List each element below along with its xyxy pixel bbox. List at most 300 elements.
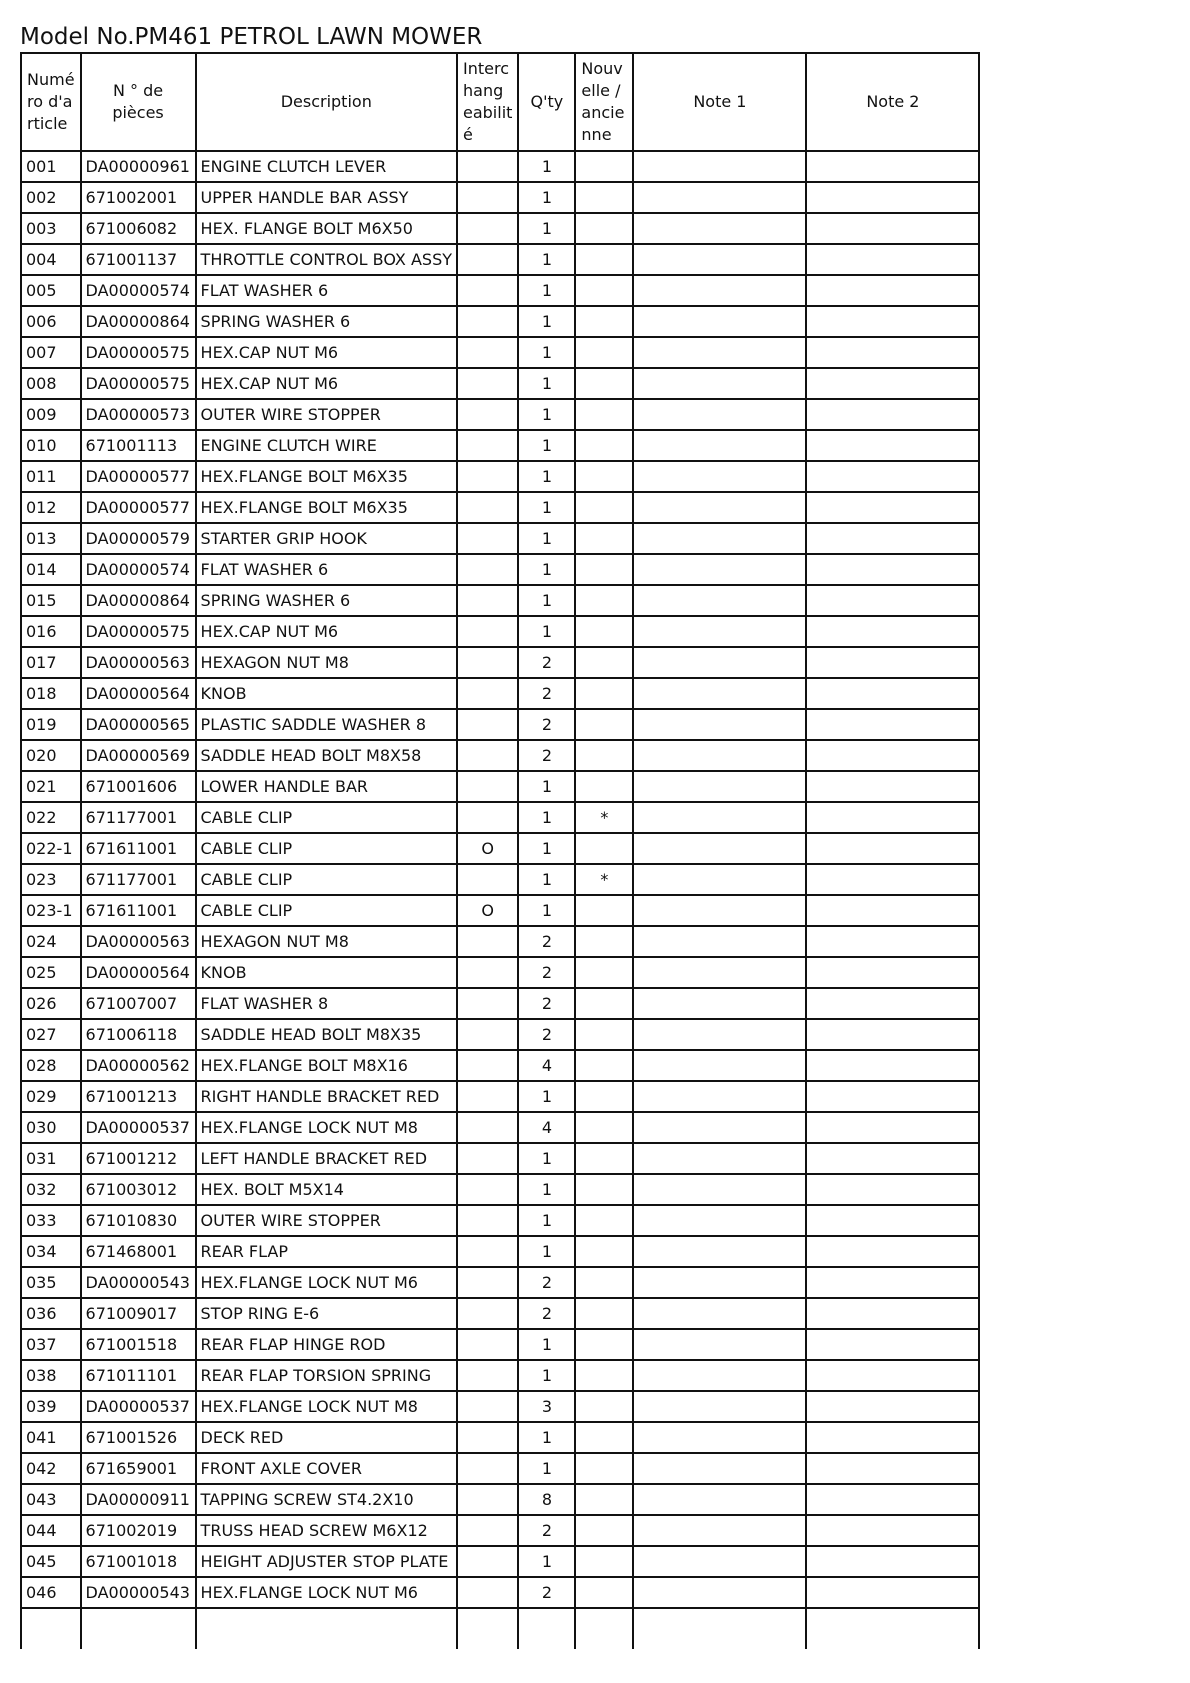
cell-part-no: 671659001 — [81, 1453, 196, 1484]
cell-item-no: 023 — [21, 864, 81, 895]
cell-note-2 — [806, 1081, 979, 1112]
cell-note-1 — [633, 740, 806, 771]
cell-part-no: DA00000575 — [81, 368, 196, 399]
cell-item-no: 022 — [21, 802, 81, 833]
cell-new-old — [575, 616, 633, 647]
cell-new-old — [575, 399, 633, 430]
cell-note-1 — [633, 1143, 806, 1174]
cell-note-2 — [806, 1143, 979, 1174]
cell-interchangeability — [457, 802, 518, 833]
cell-new-old — [575, 895, 633, 926]
table-row — [21, 182, 979, 213]
cell-note-2 — [806, 182, 979, 213]
cell-interchangeability — [457, 1143, 518, 1174]
cell-note-1 — [633, 399, 806, 430]
cell-note-2 — [806, 554, 979, 585]
cell-item-no: 004 — [21, 244, 81, 275]
cell-qty: 1 — [518, 461, 575, 492]
cell-interchangeability — [457, 182, 518, 213]
table-row — [21, 1515, 979, 1546]
cell-description: THROTTLE CONTROL BOX ASSY — [196, 244, 457, 275]
cell-note-2 — [806, 1391, 979, 1422]
cell-new-old — [575, 647, 633, 678]
table-row — [21, 1081, 979, 1112]
cell-description: HEX.FLANGE BOLT M6X35 — [196, 492, 457, 523]
cell-new-old — [575, 988, 633, 1019]
cell-qty: 4 — [518, 1112, 575, 1143]
cell-note-2 — [806, 1577, 979, 1608]
cell-note-1 — [633, 1081, 806, 1112]
cell-part-no: 671177001 — [81, 802, 196, 833]
cell-item-no: 022-1 — [21, 833, 81, 864]
cell-new-old: * — [575, 864, 633, 895]
cell-item-no: 045 — [21, 1546, 81, 1577]
cell-interchangeability — [457, 1360, 518, 1391]
table-row — [21, 1112, 979, 1143]
cell-note-1 — [633, 306, 806, 337]
cell-new-old — [575, 833, 633, 864]
cell-part-no: DA00000565 — [81, 709, 196, 740]
cell-new-old — [575, 151, 633, 182]
cell-note-1 — [633, 647, 806, 678]
cell-note-2 — [806, 1112, 979, 1143]
cell-note-2 — [806, 1019, 979, 1050]
cell-note-2 — [806, 895, 979, 926]
cell-new-old — [575, 275, 633, 306]
cell-qty: 2 — [518, 1267, 575, 1298]
cell-item-no: 030 — [21, 1112, 81, 1143]
cell-description: OUTER WIRE STOPPER — [196, 1205, 457, 1236]
cell-item-no: 029 — [21, 1081, 81, 1112]
cell-qty: 2 — [518, 740, 575, 771]
cell-note-2 — [806, 337, 979, 368]
table-row — [21, 1174, 979, 1205]
cell-qty: 1 — [518, 306, 575, 337]
cell-part-no: 671611001 — [81, 895, 196, 926]
cell-note-2 — [806, 616, 979, 647]
cell-part-no: DA00000564 — [81, 678, 196, 709]
cell-part-no: 671001018 — [81, 1546, 196, 1577]
cell-item-no: 046 — [21, 1577, 81, 1608]
cell-part-no: DA00000864 — [81, 306, 196, 337]
cell-interchangeability — [457, 337, 518, 368]
cell-interchangeability — [457, 1081, 518, 1112]
cell-interchangeability — [457, 1329, 518, 1360]
cell-part-no: DA00000575 — [81, 616, 196, 647]
table-row — [21, 244, 979, 275]
cell-qty: 1 — [518, 1453, 575, 1484]
cell-part-no: DA00000564 — [81, 957, 196, 988]
cell-part-no: 671001606 — [81, 771, 196, 802]
cell-note-2 — [806, 1546, 979, 1577]
cell-description: LOWER HANDLE BAR — [196, 771, 457, 802]
cell-qty: 2 — [518, 709, 575, 740]
cell-description: HEX.FLANGE BOLT M8X16 — [196, 1050, 457, 1081]
cell-interchangeability — [457, 213, 518, 244]
cell-new-old — [575, 1484, 633, 1515]
cell-new-old — [575, 244, 633, 275]
cell-qty: 2 — [518, 1019, 575, 1050]
table-row — [21, 926, 979, 957]
cell-item-no: 003 — [21, 213, 81, 244]
cell-part-no: DA00000573 — [81, 399, 196, 430]
table-row — [21, 1484, 979, 1515]
cell-note-2 — [806, 1484, 979, 1515]
cell-description: OUTER WIRE STOPPER — [196, 399, 457, 430]
cell-qty: 1 — [518, 182, 575, 213]
table-header — [21, 53, 979, 151]
cell-note-2 — [806, 957, 979, 988]
cell-interchangeability — [457, 1422, 518, 1453]
cell-qty: 1 — [518, 864, 575, 895]
cell-note-1 — [633, 895, 806, 926]
cell-part-no: DA00000569 — [81, 740, 196, 771]
cell-note-1 — [633, 1019, 806, 1050]
cell-description: SPRING WASHER 6 — [196, 306, 457, 337]
cell-part-no: DA00000537 — [81, 1391, 196, 1422]
cell-part-no: DA00000543 — [81, 1577, 196, 1608]
cell-description: HEX. BOLT M5X14 — [196, 1174, 457, 1205]
cell-item-no — [21, 1608, 81, 1649]
cell-description: DECK RED — [196, 1422, 457, 1453]
cell-note-1 — [633, 1546, 806, 1577]
cell-qty: 2 — [518, 678, 575, 709]
cell-note-1 — [633, 1577, 806, 1608]
table-row — [21, 616, 979, 647]
cell-note-1 — [633, 368, 806, 399]
cell-note-1 — [633, 802, 806, 833]
cell-interchangeability — [457, 1236, 518, 1267]
cell-item-no: 038 — [21, 1360, 81, 1391]
cell-note-1 — [633, 1236, 806, 1267]
cell-new-old — [575, 1236, 633, 1267]
cell-interchangeability — [457, 957, 518, 988]
cell-interchangeability: O — [457, 895, 518, 926]
cell-part-no: DA00000563 — [81, 926, 196, 957]
cell-interchangeability — [457, 616, 518, 647]
cell-new-old — [575, 1019, 633, 1050]
cell-new-old — [575, 523, 633, 554]
cell-description: HEX.FLANGE LOCK NUT M8 — [196, 1391, 457, 1422]
cell-new-old — [575, 1608, 633, 1649]
cell-item-no: 027 — [21, 1019, 81, 1050]
cell-note-1 — [633, 833, 806, 864]
cell-note-1 — [633, 1453, 806, 1484]
cell-note-1 — [633, 957, 806, 988]
table-row — [21, 1453, 979, 1484]
cell-description: CABLE CLIP — [196, 895, 457, 926]
cell-item-no: 026 — [21, 988, 81, 1019]
cell-item-no: 023-1 — [21, 895, 81, 926]
cell-note-1 — [633, 1608, 806, 1649]
table-row — [21, 864, 979, 895]
cell-qty: 1 — [518, 244, 575, 275]
cell-new-old — [575, 1515, 633, 1546]
cell-new-old: * — [575, 802, 633, 833]
cell-note-2 — [806, 864, 979, 895]
cell-qty: 1 — [518, 213, 575, 244]
cell-note-2 — [806, 1608, 979, 1649]
cell-note-2 — [806, 399, 979, 430]
cell-item-no: 002 — [21, 182, 81, 213]
cell-part-no: DA00000911 — [81, 1484, 196, 1515]
cell-qty: 1 — [518, 1081, 575, 1112]
cell-interchangeability — [457, 709, 518, 740]
cell-description: HEX.CAP NUT M6 — [196, 368, 457, 399]
cell-interchangeability — [457, 864, 518, 895]
cell-interchangeability: O — [457, 833, 518, 864]
cell-qty: 2 — [518, 988, 575, 1019]
cell-interchangeability — [457, 647, 518, 678]
table-row — [21, 1391, 979, 1422]
cell-qty: 1 — [518, 492, 575, 523]
table-row — [21, 1236, 979, 1267]
cell-qty: 2 — [518, 1577, 575, 1608]
cell-note-2 — [806, 1205, 979, 1236]
cell-note-1 — [633, 1515, 806, 1546]
cell-part-no: 671011101 — [81, 1360, 196, 1391]
cell-description: REAR FLAP HINGE ROD — [196, 1329, 457, 1360]
cell-description: HEX.FLANGE LOCK NUT M6 — [196, 1267, 457, 1298]
cell-item-no: 019 — [21, 709, 81, 740]
cell-item-no: 007 — [21, 337, 81, 368]
cell-qty: 1 — [518, 1236, 575, 1267]
cell-part-no: 671009017 — [81, 1298, 196, 1329]
cell-part-no: DA00000543 — [81, 1267, 196, 1298]
cell-note-2 — [806, 740, 979, 771]
cell-interchangeability — [457, 523, 518, 554]
table-row — [21, 1143, 979, 1174]
cell-note-1 — [633, 1112, 806, 1143]
cell-part-no: DA00000537 — [81, 1112, 196, 1143]
cell-note-1 — [633, 1174, 806, 1205]
cell-description: HEIGHT ADJUSTER STOP PLATE — [196, 1546, 457, 1577]
cell-qty: 1 — [518, 802, 575, 833]
cell-qty: 1 — [518, 833, 575, 864]
cell-item-no: 021 — [21, 771, 81, 802]
cell-interchangeability — [457, 1050, 518, 1081]
cell-interchangeability — [457, 430, 518, 461]
cell-qty: 1 — [518, 430, 575, 461]
cell-note-1 — [633, 523, 806, 554]
cell-description: HEXAGON NUT M8 — [196, 926, 457, 957]
cell-description: SPRING WASHER 6 — [196, 585, 457, 616]
header-note-1: Note 1 — [633, 53, 806, 151]
cell-qty: 1 — [518, 895, 575, 926]
header-description: Description — [196, 53, 457, 151]
cell-part-no: DA00000574 — [81, 554, 196, 585]
cell-note-2 — [806, 1453, 979, 1484]
header-item-no: Numé ro d'a rticle — [21, 53, 81, 151]
cell-new-old — [575, 771, 633, 802]
cell-note-2 — [806, 213, 979, 244]
cell-part-no — [81, 1608, 196, 1649]
cell-qty: 2 — [518, 647, 575, 678]
table-row — [21, 833, 979, 864]
cell-new-old — [575, 957, 633, 988]
table-row — [21, 1298, 979, 1329]
cell-note-1 — [633, 430, 806, 461]
cell-qty: 1 — [518, 585, 575, 616]
page-title: Model No.PM461 PETROL LAWN MOWER — [20, 24, 483, 50]
cell-item-no: 014 — [21, 554, 81, 585]
cell-note-1 — [633, 1050, 806, 1081]
cell-note-2 — [806, 988, 979, 1019]
table-row — [21, 802, 979, 833]
cell-description: CABLE CLIP — [196, 802, 457, 833]
cell-description: HEX.FLANGE BOLT M6X35 — [196, 461, 457, 492]
cell-note-1 — [633, 678, 806, 709]
cell-interchangeability — [457, 1515, 518, 1546]
cell-note-1 — [633, 1205, 806, 1236]
cell-note-1 — [633, 275, 806, 306]
cell-qty: 1 — [518, 523, 575, 554]
table-row — [21, 957, 979, 988]
cell-part-no: DA00000575 — [81, 337, 196, 368]
table-row — [21, 740, 979, 771]
cell-description: ENGINE CLUTCH WIRE — [196, 430, 457, 461]
cell-note-2 — [806, 1236, 979, 1267]
cell-new-old — [575, 492, 633, 523]
table-row — [21, 368, 979, 399]
cell-part-no: DA00000563 — [81, 647, 196, 678]
cell-note-1 — [633, 1484, 806, 1515]
cell-item-no: 037 — [21, 1329, 81, 1360]
cell-qty: 1 — [518, 1329, 575, 1360]
cell-description: REAR FLAP TORSION SPRING — [196, 1360, 457, 1391]
cell-note-1 — [633, 709, 806, 740]
cell-item-no: 042 — [21, 1453, 81, 1484]
cell-interchangeability — [457, 1546, 518, 1577]
cell-note-1 — [633, 1360, 806, 1391]
cell-note-2 — [806, 647, 979, 678]
cell-item-no: 020 — [21, 740, 81, 771]
cell-note-2 — [806, 275, 979, 306]
cell-new-old — [575, 1329, 633, 1360]
cell-item-no: 024 — [21, 926, 81, 957]
cell-description: STOP RING E-6 — [196, 1298, 457, 1329]
cell-note-1 — [633, 1391, 806, 1422]
cell-part-no: 671001518 — [81, 1329, 196, 1360]
cell-note-2 — [806, 1422, 979, 1453]
cell-description: FLAT WASHER 6 — [196, 275, 457, 306]
header-new-old: Nouv elle / ancie nne — [575, 53, 633, 151]
cell-item-no: 011 — [21, 461, 81, 492]
cell-description — [196, 1608, 457, 1649]
cell-interchangeability — [457, 1484, 518, 1515]
cell-note-2 — [806, 1174, 979, 1205]
cell-qty: 2 — [518, 957, 575, 988]
cell-item-no: 001 — [21, 151, 81, 182]
parts-table — [20, 52, 980, 1649]
cell-note-1 — [633, 1267, 806, 1298]
table-row — [21, 306, 979, 337]
cell-note-2 — [806, 461, 979, 492]
cell-note-1 — [633, 461, 806, 492]
cell-note-1 — [633, 585, 806, 616]
cell-new-old — [575, 461, 633, 492]
cell-qty: 1 — [518, 275, 575, 306]
cell-new-old — [575, 1546, 633, 1577]
cell-item-no: 016 — [21, 616, 81, 647]
cell-new-old — [575, 1577, 633, 1608]
cell-interchangeability — [457, 554, 518, 585]
cell-description: KNOB — [196, 957, 457, 988]
cell-description: HEX.FLANGE LOCK NUT M8 — [196, 1112, 457, 1143]
cell-qty: 3 — [518, 1391, 575, 1422]
cell-note-1 — [633, 182, 806, 213]
cell-part-no: DA00000577 — [81, 461, 196, 492]
table-row — [21, 461, 979, 492]
cell-new-old — [575, 1174, 633, 1205]
cell-description: HEX.CAP NUT M6 — [196, 337, 457, 368]
header-qty: Q'ty — [518, 53, 575, 151]
cell-part-no: 671001212 — [81, 1143, 196, 1174]
table-row — [21, 492, 979, 523]
cell-description: LEFT HANDLE BRACKET RED — [196, 1143, 457, 1174]
cell-interchangeability — [457, 461, 518, 492]
cell-note-2 — [806, 523, 979, 554]
cell-description: KNOB — [196, 678, 457, 709]
cell-item-no: 032 — [21, 1174, 81, 1205]
table-row — [21, 988, 979, 1019]
cell-item-no: 012 — [21, 492, 81, 523]
cell-description: FRONT AXLE COVER — [196, 1453, 457, 1484]
cell-part-no: 671002019 — [81, 1515, 196, 1546]
cell-part-no: DA00000577 — [81, 492, 196, 523]
cell-item-no: 033 — [21, 1205, 81, 1236]
cell-note-2 — [806, 678, 979, 709]
cell-item-no: 035 — [21, 1267, 81, 1298]
cell-qty: 1 — [518, 771, 575, 802]
cell-note-1 — [633, 1298, 806, 1329]
header-part-no: N ° de pièces — [81, 53, 196, 151]
cell-qty: 1 — [518, 554, 575, 585]
cell-note-2 — [806, 1298, 979, 1329]
cell-part-no: 671611001 — [81, 833, 196, 864]
cell-qty: 2 — [518, 926, 575, 957]
cell-item-no: 031 — [21, 1143, 81, 1174]
table-row — [21, 1360, 979, 1391]
table-row — [21, 151, 979, 182]
cell-description: HEX.FLANGE LOCK NUT M6 — [196, 1577, 457, 1608]
cell-item-no: 009 — [21, 399, 81, 430]
cell-interchangeability — [457, 492, 518, 523]
cell-part-no: 671001137 — [81, 244, 196, 275]
cell-qty: 1 — [518, 151, 575, 182]
table-row — [21, 1546, 979, 1577]
cell-note-2 — [806, 368, 979, 399]
cell-note-2 — [806, 771, 979, 802]
cell-interchangeability — [457, 1453, 518, 1484]
cell-description: TAPPING SCREW ST4.2X10 — [196, 1484, 457, 1515]
cell-part-no: 671001113 — [81, 430, 196, 461]
table-row — [21, 1205, 979, 1236]
cell-interchangeability — [457, 771, 518, 802]
table-row — [21, 1608, 979, 1649]
cell-description: REAR FLAP — [196, 1236, 457, 1267]
cell-new-old — [575, 1143, 633, 1174]
cell-note-1 — [633, 1422, 806, 1453]
cell-item-no: 008 — [21, 368, 81, 399]
cell-part-no: 671468001 — [81, 1236, 196, 1267]
cell-interchangeability — [457, 1391, 518, 1422]
cell-new-old — [575, 182, 633, 213]
cell-interchangeability — [457, 1577, 518, 1608]
cell-note-2 — [806, 1267, 979, 1298]
cell-qty: 1 — [518, 1205, 575, 1236]
cell-part-no: 671002001 — [81, 182, 196, 213]
